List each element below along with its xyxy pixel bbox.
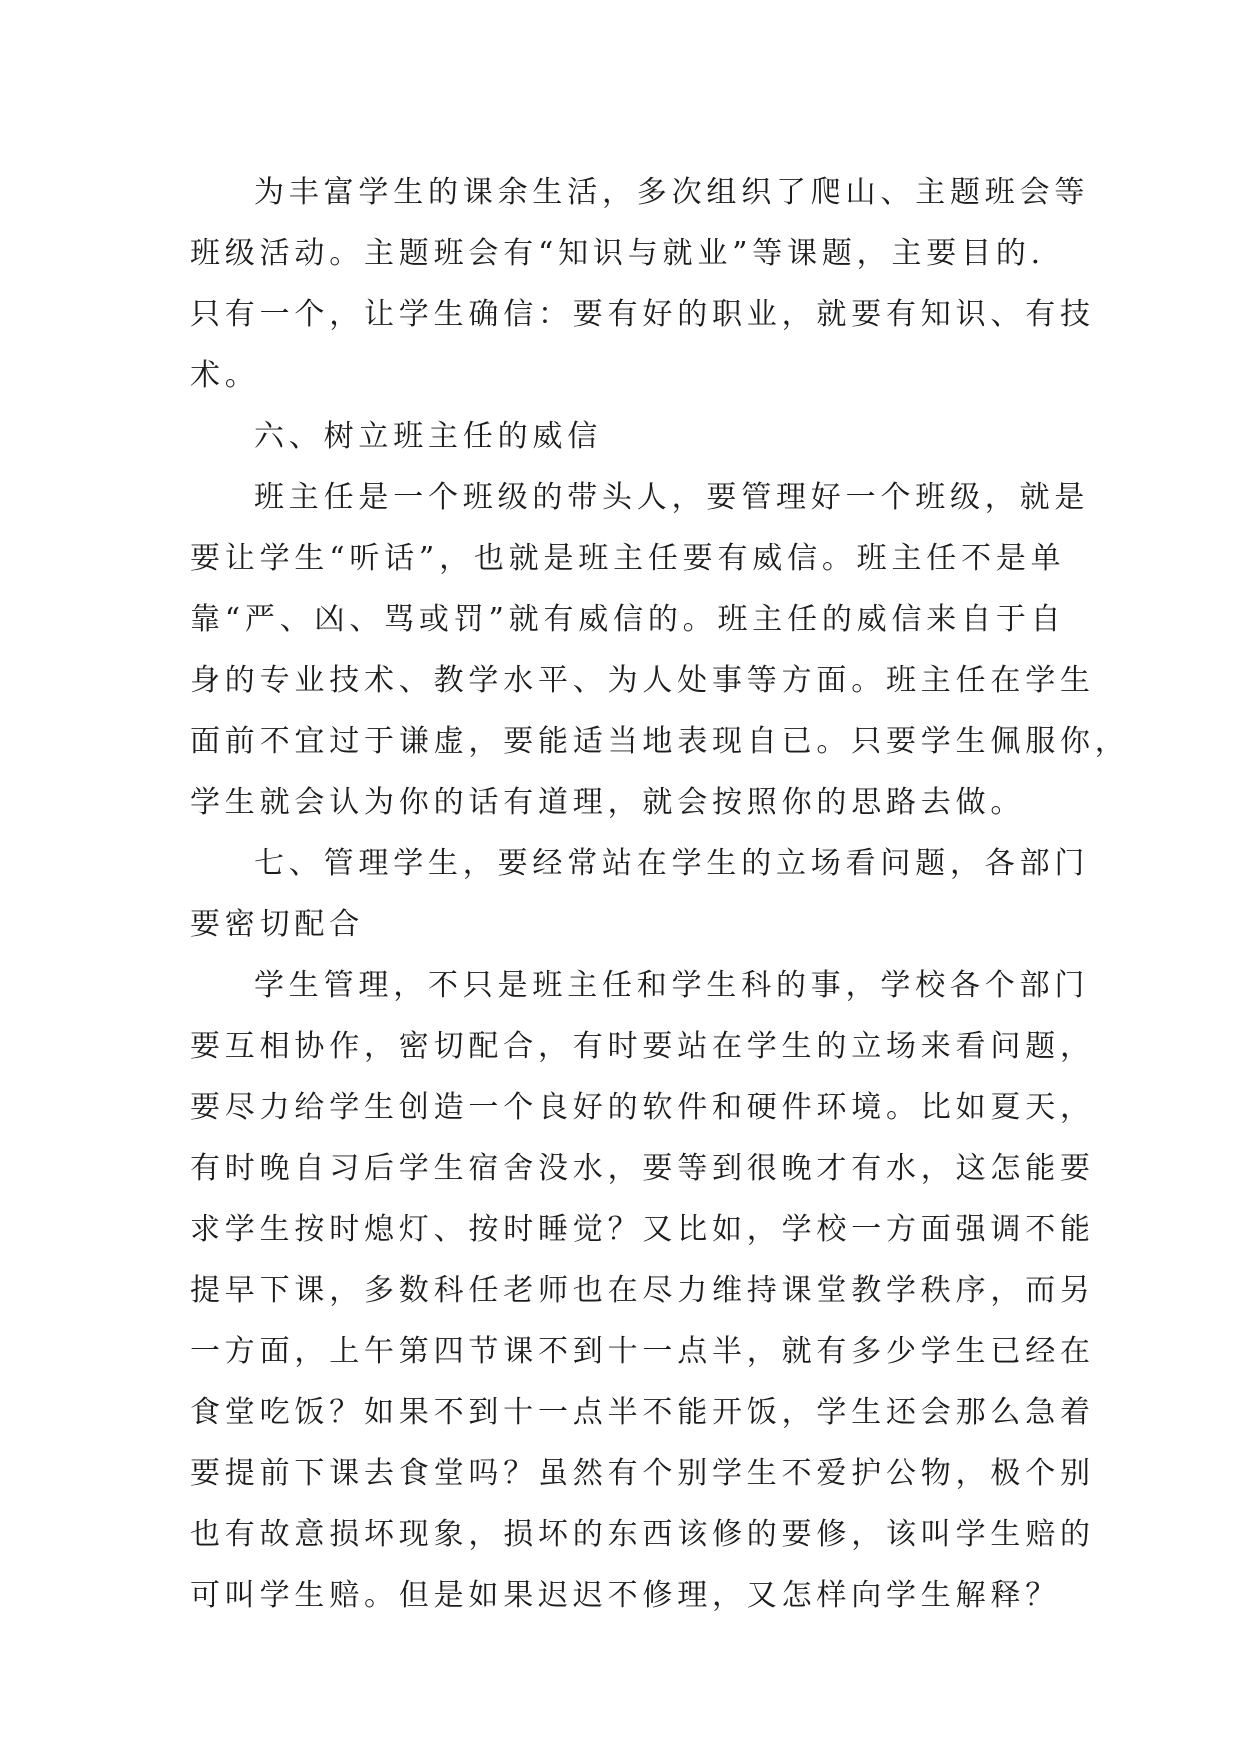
text-line: 术。 [190,358,260,393]
text-line: 要尽力给学生创造一个良好的软件和硬件环境。比如夏天， [190,1090,1095,1125]
text-line: 有时晚自习后学生宿舍没水，要等到很晚才有水，这怎能要 [190,1151,1095,1186]
document-body [190,162,1130,1626]
text-line: 要互相协作，密切配合，有时要站在学生的立场来看问题， [190,1029,1095,1064]
text-line: 七、管理学生，要经常站在学生的立场看问题，各部门 [254,846,1090,881]
text-line: 为丰富学生的课余生活，多次组织了爬山、主题班会等 [254,175,1090,210]
text-line: 面前不宜过于谦虚，要能适当地表现自已。只要学生佩服你， [190,724,1130,759]
text-line: 食堂吃饭？如果不到十一点半不能开饭，学生还会那么急着 [190,1395,1095,1430]
text-line: 身的专业技术、教学水平、为人处事等方面。班主任在学生 [190,663,1095,698]
text-line: 要密切配合 [190,907,364,942]
text-line: 靠“严、凶、骂或罚”就有威信的。班主任的威信来自于自 [190,602,1066,637]
text-line: 六、树立班主任的威信 [254,419,602,454]
text-line: 提早下课，多数科任老师也在尽力维持课堂教学秩序，而另 [190,1273,1095,1308]
text-line: 学生管理，不只是班主任和学生科的事，学校各个部门 [254,968,1090,1003]
text-line: 一方面，上午第四节课不到十一点半，就有多少学生已经在 [190,1334,1095,1369]
text-line: 也有故意损坏现象，损坏的东西该修的要修，该叫学生赔的 [190,1517,1095,1552]
text-line: 班主任是一个班级的带头人，要管理好一个班级，就是 [254,480,1090,515]
text-line: 可叫学生赔。但是如果迟迟不修理，又怎样向学生解释？ [190,1578,1060,1613]
text-line: 要提前下课去食堂吗？虽然有个别学生不爱护公物，极个别 [190,1456,1095,1491]
text-line: 学生就会认为你的话有道理，就会按照你的思路去做。 [190,785,1026,820]
text-line: 求学生按时熄灯、按时睡觉？又比如，学校一方面强调不能 [190,1212,1095,1247]
text-line: 只有一个，让学生确信：要有好的职业，就要有知识、有技 [190,297,1095,332]
text-line: 要让学生“听话”，也就是班主任要有威信。班主任不是单 [190,541,1066,576]
text-line: 班级活动。主题班会有“知识与就业”等课题，主要目的. [190,236,1046,271]
